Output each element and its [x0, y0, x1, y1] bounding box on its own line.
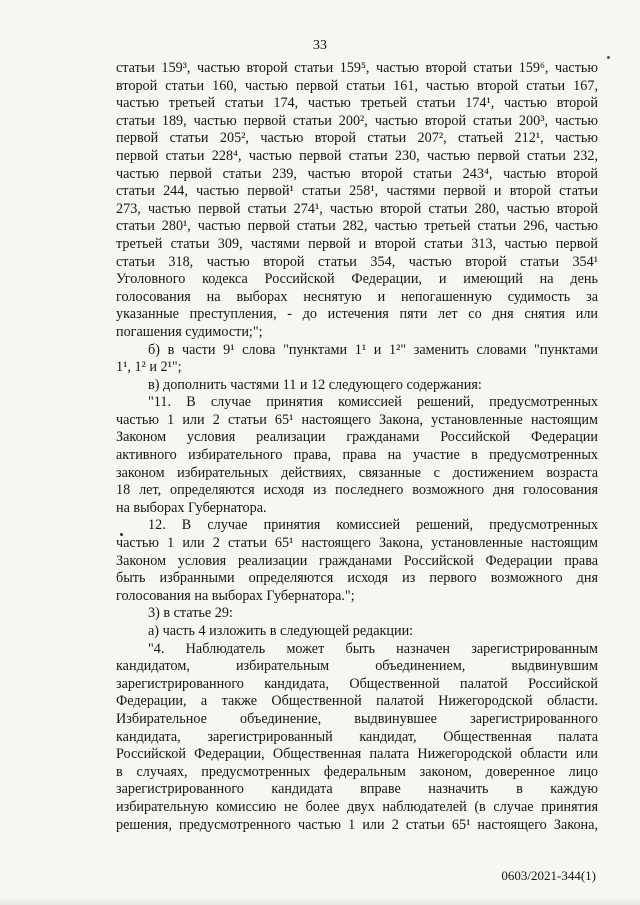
- text-line: зарегистрированного кандидата вправе назначить в каждую: [116, 781, 598, 798]
- text-line: частью первой статьи 239, частью второй статьи 243⁴, частью второй: [116, 165, 598, 182]
- text-line: в случаях, предусмотренных федеральным законом, доверенное лицо: [116, 763, 598, 780]
- text-line: статьи 280¹, частью первой статьи 282, частью третьей статьи 296, частью: [116, 218, 598, 235]
- text-line: второй статьи 160, частью первой статьи 161, частью второй статьи 167,: [116, 77, 598, 94]
- text-line: статьи 159³, частью второй статьи 159⁵, частью второй статьи 159⁶, частью: [116, 60, 598, 76]
- text-line: частью третьей статьи 174, частью третьей статьи 174¹, частью второй: [116, 95, 598, 112]
- text-line: Законом условия реализации гражданами Российской Федерации: [116, 429, 598, 446]
- document-body: [116, 60, 598, 834]
- text-line: кандидатом, избирательным объединением, выдвинувшим: [116, 658, 598, 675]
- text-line: указанные преступления, - до истечения пяти лет со дня снятия или: [116, 306, 598, 323]
- text-line: а) часть 4 изложить в следующей редакции:: [148, 623, 414, 639]
- text-line: частью 1 или 2 статьи 65¹ настоящего Закона, установленные настоящим: [116, 411, 598, 428]
- text-line: избирательную комиссию не более двух наблюдателей (в случае принятия: [116, 798, 598, 815]
- text-line: "4. Наблюдатель может быть назначен зарегистрированным: [148, 640, 598, 657]
- document-code: 0603/2021-344(1): [501, 868, 596, 883]
- text-line: Законом условия реализации гражданами Российской Федерации права: [116, 552, 598, 569]
- text-line: б) в части 9¹ слова "пунктами 1¹ и 1²" заменить словами "пунктами: [148, 341, 598, 358]
- text-line: в) дополнить частями 11 и 12 следующего содержания:: [148, 376, 482, 393]
- text-line: третьей статьи 309, частями первой и второй статьи 313, частью первой: [116, 235, 598, 252]
- text-line: 12. В случае принятия комиссией решений, предусмотренных: [148, 517, 598, 534]
- text-line: голосования на выборах неснятую и непогашенную судимость за: [116, 288, 598, 305]
- text-line: первой статьи 205², частью второй статьи 207², статьей 212¹, частью: [116, 130, 598, 147]
- text-line: Уголовного кодекса Российской Федерации, и имеющий на день: [116, 271, 598, 288]
- text-line: 273, частью первой статьи 274¹, частью второй статьи 280, частью второй: [116, 200, 598, 217]
- text-line: Российской Федерации, Общественная палата Нижегородской области или: [116, 746, 598, 763]
- text-line: 18 лет, определяются исходя из последнего возможного дня голосования: [116, 482, 598, 499]
- text-line: голосования на выборах Губернатора.";: [116, 587, 355, 604]
- text-line: статьи 244, частью первой¹ статьи 258¹, частями первой и второй статьи: [116, 183, 598, 200]
- text-line: Избирательное объединение, выдвинувшее зарегистрированного: [116, 710, 598, 727]
- text-line: Федерации, а также Общественной палатой Нижегородской области.: [116, 693, 598, 710]
- text-line: быть избранными определяются исходя из первого возможного дня: [116, 570, 598, 587]
- text-line: кандидата, зарегистрированный кандидат, Общественная палата: [116, 728, 598, 745]
- scan-mark: [607, 56, 610, 59]
- text-line: активного избирательного права, права на участие в предусмотренных: [116, 447, 598, 464]
- text-line: первой статьи 228⁴, частью первой статьи 230, частью первой статьи 232,: [116, 147, 598, 164]
- text-line: частью 1 или 2 статьи 65¹ настоящего Закона, установленные настоящим: [116, 535, 598, 552]
- text-line: "11. В случае принятия комиссией решений, предусмотренных: [148, 394, 598, 411]
- text-line: законом избирательных действиях, связанные с достижением возраста: [116, 464, 598, 481]
- text-line: погашения судимости;";: [116, 323, 263, 340]
- text-line: зарегистрированного кандидата, Общественной палатой Российской: [116, 675, 598, 692]
- text-line: 1¹, 1² и 2¹";: [116, 359, 182, 376]
- text-line: на выборах Губернатора.: [116, 499, 267, 516]
- text-line: статьи 189, частью первой статьи 200², частью второй статьи 200³, частью: [116, 112, 598, 129]
- page-number: 33: [313, 38, 327, 53]
- text-line: 3) в статье 29:: [148, 605, 233, 622]
- text-line: решения, предусмотренного частью 1 или 2 статьи 65¹ настоящего Закона,: [116, 816, 598, 833]
- text-line: статьи 318, частью второй статьи 354, частью второй статьи 354¹: [116, 253, 598, 270]
- scan-edge: [0, 897, 640, 905]
